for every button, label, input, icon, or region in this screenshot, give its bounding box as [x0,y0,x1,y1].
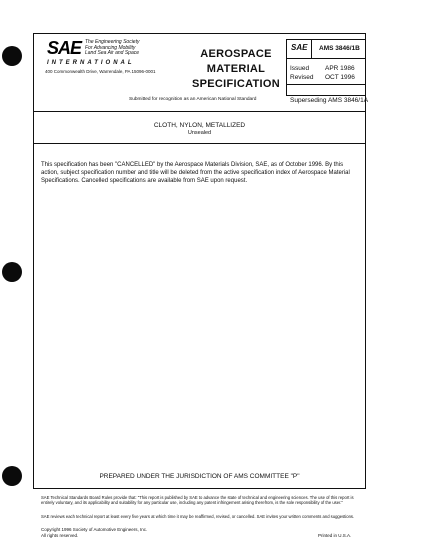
org-international: INTERNATIONAL [47,60,135,66]
punch-hole-bottom [2,466,22,486]
org-address: 400 Commonwealth Drive, Warrendale, PA 15096-0001 [45,69,156,74]
submitted-note: Submitted for recognition as an American National Standard [129,97,257,102]
printed-in-usa: Printed in U.S.A. [318,533,352,538]
issued-label: Issued [290,65,310,72]
subject-subtitle: Unsealed [187,130,212,136]
body-border [33,144,366,489]
cancellation-paragraph: This specification has been "CANCELLED" by the Aerospace Materials Division, SAE, as of October 1996. By this action, subject specification number and title will be deleted from the active specification index of Aerospace Material Specifications. Cancelled specifications are available from SAE upon request. [41,162,350,184]
org-tagline: The Engineering Society For Advancing Mobility Land Sea Air and Space [85,39,140,56]
copyright-line-2: All rights reserved. [41,533,79,538]
prepared-under-jurisdiction: PREPARED UNDER THE JURISDICTION OF AMS COMMITTEE "P" [99,473,300,480]
body-box [33,144,366,489]
doc-type-title: AEROSPACE MATERIAL SPECIFICATION [191,48,281,90]
sae-mark: SAE [291,43,308,52]
document-page [33,33,369,540]
document-header [33,33,369,112]
ams-number: AMS 3846/1B [319,45,360,52]
sae-logo: SAE [47,38,82,58]
punch-hole-middle [2,262,22,282]
superseding-text: Superseding AMS 3846/1A [290,97,369,104]
footer-note-2: SAE reviews each technical report at least every five years at which time it may be reaffirmed, revised, or cancelled. SAE invites your written comments and suggestions. [41,514,355,519]
revised-value: OCT 1996 [325,74,355,81]
footer-note-1: SAE Technical Standards Board Rules provide that: "This report is published by SAE to advance the state of technical and engineering sciences. The use of this report is entirely voluntary, and its applicability and suitability for any particular use, including any patent infringement arising therefrom, is the sole responsibility of the user." [41,495,354,505]
subject-title: CLOTH, NYLON, METALLIZED [153,122,246,129]
issued-value: APR 1986 [325,65,355,72]
punch-hole-top [2,46,22,66]
superseding-divider [286,84,366,85]
subject-block [33,112,366,144]
copyright-line-1: Copyright 1996 Society of Automotive Engineers, Inc. [41,527,148,532]
revised-label: Revised [290,74,314,81]
